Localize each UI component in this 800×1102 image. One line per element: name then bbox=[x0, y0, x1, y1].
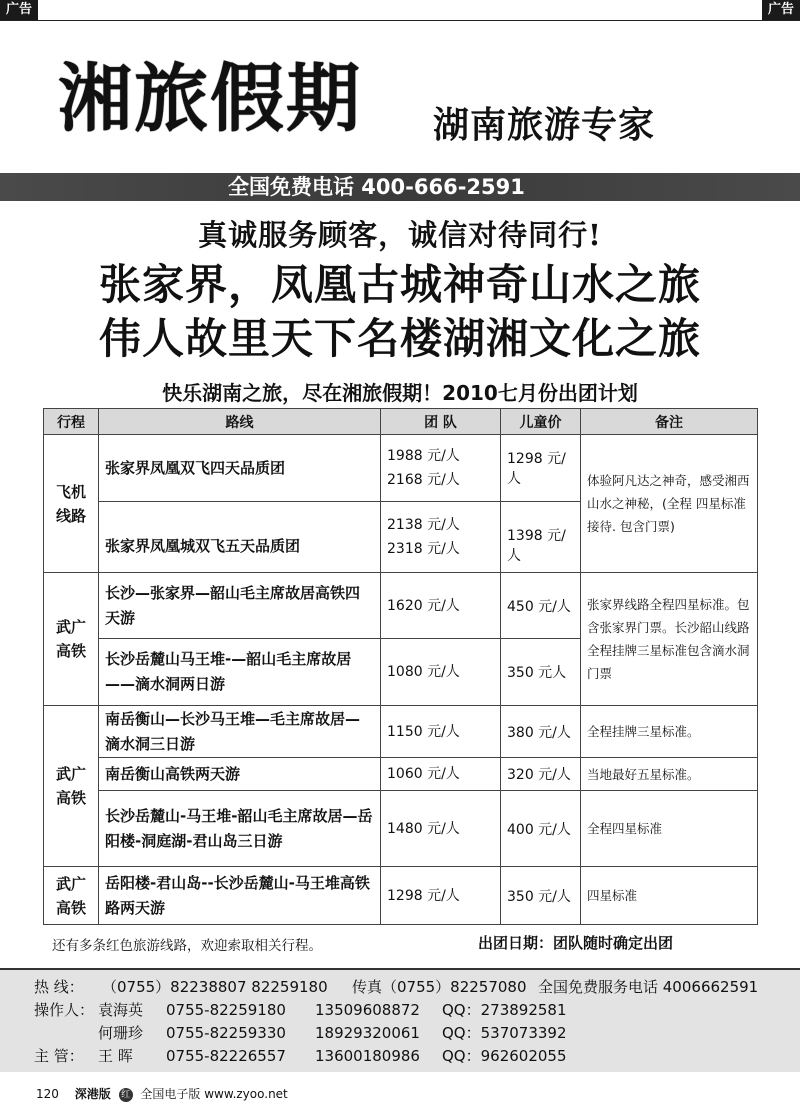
free-service-number: 全国免费服务电话 4006662591 bbox=[538, 978, 759, 996]
col-header-itinerary: 行程 bbox=[44, 409, 99, 435]
child-price-cell: 1398 元/人 bbox=[501, 502, 581, 573]
remarks-cell: 全程挂牌三星标准。 bbox=[581, 706, 758, 758]
table-row bbox=[44, 706, 758, 758]
operator-phone: 0755-82259330 bbox=[166, 1024, 286, 1042]
manager-phone: 0755-82226557 bbox=[166, 1047, 286, 1065]
group-price: 1988 元/人 bbox=[387, 448, 460, 464]
remarks-cell: 张家界线路全程四星标准。包含张家界门票。长沙韶山线路全程挂牌三星标准包含滴水洞门票 bbox=[581, 573, 758, 706]
more-routes-note: 还有多条红色旅游线路，欢迎索取相关行程。 bbox=[52, 938, 322, 954]
category-cell bbox=[44, 706, 99, 867]
child-price-cell: 380 元/人 bbox=[501, 706, 581, 758]
group-price-cell: 1150 元/人 bbox=[381, 706, 501, 758]
category-label: 武广 高铁 bbox=[55, 874, 86, 917]
route-cell: 张家界凤凰双飞四天品质团 bbox=[99, 435, 381, 502]
table-row bbox=[44, 758, 758, 791]
child-price-cell: 450 元/人 bbox=[501, 573, 581, 639]
group-price: 2318 元/人 bbox=[387, 541, 460, 557]
page-number: 120 bbox=[36, 1087, 59, 1101]
col-header-remarks: 备注 bbox=[581, 409, 758, 435]
remarks-cell: 当地最好五星标准。 bbox=[581, 758, 758, 791]
col-header-child-price: 儿童价 bbox=[501, 409, 581, 435]
remarks-cell: 体验阿凡达之神奇，感受湘西山水之神秘，(全程 四星标准接待. 包含门票) bbox=[581, 435, 758, 573]
departure-note: 出团日期：团队随时确定出团 bbox=[478, 934, 674, 952]
group-price-cell: 1080 元/人 bbox=[381, 639, 501, 706]
headline-1: 张家界，凤凰古城神奇山水之旅 bbox=[98, 260, 701, 309]
group-price-cell bbox=[381, 435, 501, 502]
group-price-cell bbox=[381, 502, 501, 573]
contact-panel bbox=[0, 968, 800, 1072]
fax-number: 传真（0755）82257080 bbox=[352, 978, 527, 996]
headline-2: 伟人故里天下名楼湖湘文化之旅 bbox=[98, 314, 701, 363]
route-cell: 南岳衡山高铁两天游 bbox=[99, 758, 381, 791]
service-motto: 真诚服务顾客，诚信对待同行! bbox=[198, 218, 602, 252]
route-cell: 长沙—张家界—韶山毛主席故居高铁四天游 bbox=[99, 573, 381, 639]
page-footer bbox=[36, 1085, 288, 1102]
table-row bbox=[44, 573, 758, 639]
operators-label: 操作人： bbox=[34, 1001, 95, 1019]
child-price-cell: 400 元/人 bbox=[501, 791, 581, 867]
col-header-route: 路线 bbox=[99, 409, 381, 435]
group-price: 2168 元/人 bbox=[387, 472, 460, 488]
hotline-banner-text: 全国免费电话 400-666-2591 bbox=[228, 175, 525, 199]
table-row bbox=[44, 435, 758, 502]
operator-qq: QQ：537073392 bbox=[442, 1024, 567, 1042]
edition-badge-icon: 红 bbox=[119, 1088, 133, 1102]
route-cell: 岳阳楼-君山岛--长沙岳麓山-马王堆高铁路两天游 bbox=[99, 867, 381, 925]
category-label: 武广 高铁 bbox=[55, 765, 86, 807]
hotline-label: 热 线： bbox=[34, 978, 84, 996]
ad-tag-left: 广告 bbox=[0, 0, 38, 20]
child-price-cell: 350 元/人 bbox=[501, 867, 581, 925]
group-price: 2138 元/人 bbox=[387, 517, 460, 533]
operator-mobile: 18929320061 bbox=[315, 1024, 420, 1042]
category-label: 武广 高铁 bbox=[55, 618, 86, 660]
ad-tag-right: 广告 bbox=[762, 0, 800, 20]
group-price-cell: 1480 元/人 bbox=[381, 791, 501, 867]
plan-title: 快乐湖南之旅，尽在湘旅假期！2010七月份出团计划 bbox=[162, 381, 638, 405]
route-cell: 南岳衡山—长沙马王堆—毛主席故居—滴水洞三日游 bbox=[99, 706, 381, 758]
operator-phone: 0755-82259180 bbox=[166, 1001, 286, 1019]
child-price-cell: 320 元/人 bbox=[501, 758, 581, 791]
brand-slogan: 湖南旅游专家 bbox=[433, 105, 656, 146]
table-row bbox=[44, 791, 758, 867]
manager-label: 主 管： bbox=[34, 1047, 84, 1065]
table-header-row bbox=[44, 409, 758, 435]
top-divider bbox=[0, 20, 800, 21]
route-cell: 长沙岳麓山-马王堆-韶山毛主席故居—岳阳楼-洞庭湖-君山岛三日游 bbox=[99, 791, 381, 867]
category-cell bbox=[44, 573, 99, 706]
manager-mobile: 13600180986 bbox=[315, 1047, 420, 1065]
child-price-cell: 350 元人 bbox=[501, 639, 581, 706]
brand-logo-text: 湘旅假期 bbox=[58, 56, 362, 142]
website-text[interactable]: 全国电子版 www.zyoo.net bbox=[140, 1087, 288, 1101]
category-cell bbox=[44, 435, 99, 573]
edition-label: 深港版 bbox=[74, 1087, 111, 1101]
operator-name: 何珊珍 bbox=[98, 1024, 144, 1042]
col-header-group-price: 团 队 bbox=[381, 409, 501, 435]
manager-name: 王 晖 bbox=[98, 1047, 133, 1065]
remarks-cell: 全程四星标准 bbox=[581, 791, 758, 867]
tour-schedule-table bbox=[43, 408, 758, 925]
group-price-cell: 1298 元/人 bbox=[381, 867, 501, 925]
group-price-cell: 1620 元/人 bbox=[381, 573, 501, 639]
hotline-banner bbox=[0, 173, 800, 201]
operator-name: 袁海英 bbox=[98, 1001, 144, 1019]
child-price-cell: 1298 元/人 bbox=[501, 435, 581, 502]
operator-mobile: 13509608872 bbox=[315, 1001, 420, 1019]
manager-qq: QQ：962602055 bbox=[442, 1047, 567, 1065]
group-price-cell: 1060 元/人 bbox=[381, 758, 501, 791]
operator-qq: QQ：273892581 bbox=[442, 1001, 567, 1019]
table-row bbox=[44, 867, 758, 925]
route-cell: 张家界凤凰城双飞五天品质团 bbox=[99, 502, 381, 573]
remarks-cell: 四星标准 bbox=[581, 867, 758, 925]
category-cell bbox=[44, 867, 99, 925]
route-cell: 长沙岳麓山马王堆-—韶山毛主席故居——滴水洞两日游 bbox=[99, 639, 381, 706]
hotline-numbers: （0755）82238807 82259180 bbox=[102, 978, 328, 996]
category-label: 飞机 线路 bbox=[55, 482, 86, 525]
